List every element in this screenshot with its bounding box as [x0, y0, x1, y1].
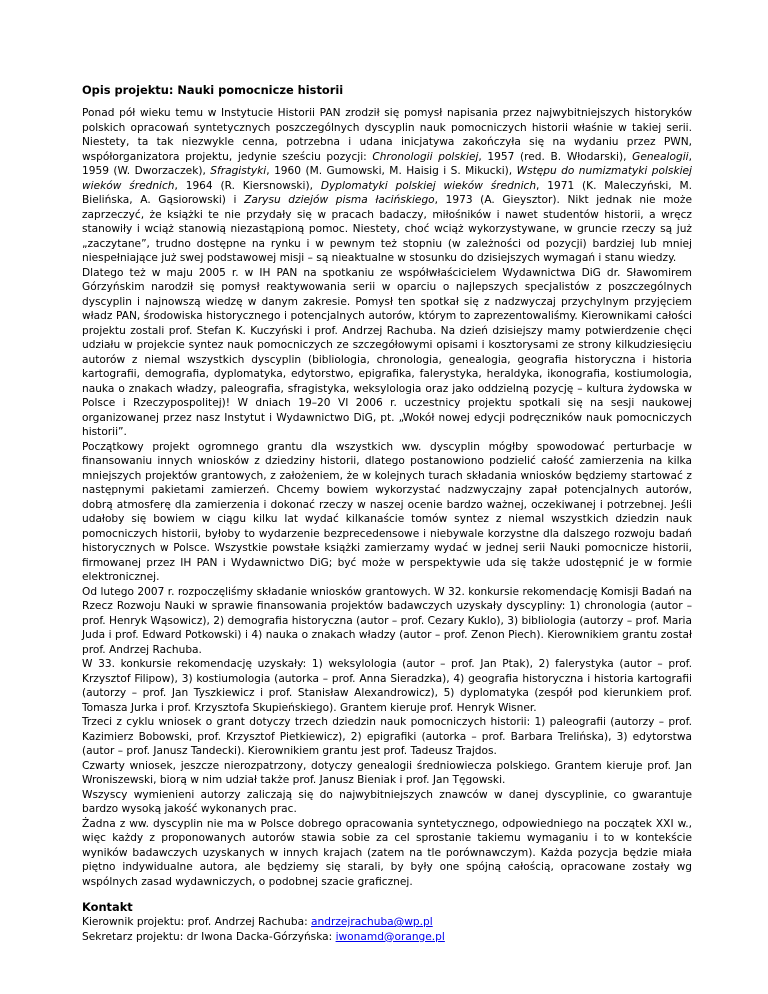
secretary-email-link[interactable]: iwonamd@orange.pl — [335, 930, 445, 943]
paragraph-text: , 1960 (M. Gumowski, M. Haisig i S. Mikucki), — [266, 165, 517, 177]
contact-secretary-label: Sekretarz projektu: dr Iwona Dacka-Górzyńska: — [82, 930, 336, 943]
contact-heading: Kontakt — [82, 900, 133, 914]
paragraph-text: , 1971 (K. Maleczyński, M. Bielińska, A. Gąsiorowski) i — [82, 179, 692, 206]
italic-title: Zarysu dziejów pisma łacińskiego — [244, 194, 435, 206]
paragraph — [82, 715, 692, 759]
paragraph-text: Czwarty wniosek, jeszcze nierozpatrzony, dotyczy genealogii średniowiecza polskiego. Grantem kieruje prof. Jan Wroniszewski, biorą w nim udział także prof. Janusz Bieniak i prof. Jan Tęgowski. — [82, 759, 692, 786]
manager-email-link[interactable]: andrzejrachuba@wp.pl — [311, 916, 433, 928]
document-page — [82, 83, 692, 944]
contact-line-manager — [82, 915, 692, 930]
paragraph — [82, 759, 692, 788]
paragraph-text: Od lutego 2007 r. rozpoczęliśmy składanie wniosków grantowych. W 32. konkursie rekomendację Komisji Badań na Rzecz Rozwoju Nauki w sprawie finansowania projektów badawczych uzyskały dyscypliny: 1) chronologia (autor – prof. Henryk Wąsowicz), 2) demografia historyczna (autor – prof. Cezary Kuklo), 3) bibliologia (autorzy – prof. Maria Juda i prof. Edward Potkowski) i 4) nauka o znakach władzy (autor – prof. Zenon Piech). Kierownikiem grantu został prof. Andrzej Rachuba. — [82, 585, 692, 656]
paragraph-text: , 1957 (red. B. Włodarski), — [478, 150, 633, 163]
paragraph-text: Żadna z ww. dyscyplin nie ma w Polsce dobrego opracowania syntetycznego, odpowiedniego na początek XXI w., więc każdy z proponowanych autorów stawia sobie za cel sprostanie takiemu wymaganiu i to w kontekście wyników badawczych uzyskanych w innych krajach (zatem na tle porównawczym). Każda pozycja będzie miała piętno indywidualne autora, ale będziemy się starali, by były one spójną całością, opracowane zostały wg wspólnych zasad wydawniczych, o podobnej szacie graficznej. — [82, 817, 692, 888]
paragraph-text: Wszyscy wymienieni autorzy zaliczają się do najwybitniejszych znawców w danej dyscyplinie, co gwarantuje bardzo wysoką jakość wykonanych prac. — [82, 788, 692, 815]
paragraph — [82, 817, 692, 890]
paragraph — [82, 440, 692, 585]
contact-line-secretary — [82, 930, 692, 945]
paragraph — [82, 106, 692, 266]
project-description — [82, 106, 692, 889]
paragraph-text: Początkowy projekt ogromnego grantu dla wszystkich ww. dyscyplin mógłby spowodować perturbacje w finansowaniu innych wniosków z dziedziny historii, dlatego postanowiono podzielić całość zamierzenia na kilka mniejszych projektów grantowych, z założeniem, że w kolejnych turach składania wniosków będziemy startować z następnymi pakietami zamierzeń. Chcemy bowiem wykorzystać nadzwyczajny zapał potencjalnych autorów, dobrą atmosferę dla zamierzenia i dokonać rzeczy w naszej ocenie bardzo ważnej, oczekiwanej i potrzebnej. Jeśli udałoby się bowiem w ciągu kilku lat wydać kilkanaście tomów syntez z niemal wszystkich dziedzin nauk pomocniczych historii, byłoby to wydarzenie bezprecedensowe i niebywale korzystne dla dalszego rozwoju badań historycznych w Polsce. Wszystkie powstałe książki zamierzamy wydać w jednej serii Nauki pomocnicze historii, firmowanej przez IH PAN i Wydawnictwo DiG; być może w perspektywie uda się także udostępnić je w formie elektronicznej. — [82, 440, 692, 583]
paragraph-text: Trzeci z cyklu wniosek o grant dotyczy trzech dziedzin nauk pomocniczych historii: 1) paleografii (autorzy – prof. Kazimierz Bobowski, prof. Krzysztof Pietkiewicz), 2) epigrafiki (autorka – prof. Barbara Trelińska), 3) edytorstwa (autor – prof. Janusz Tandecki). Kierownikiem grantu jest prof. Tadeusz Trajdos. — [82, 716, 692, 757]
paragraph-text: , 1973 (A. Gieysztor). Nikt jednak nie może zaprzeczyć, że książki te nie przydały się w pracach badaczy, miłośników i nawet studentów historii, a wręcz stanowiły i wciąż stanowią niezastąpioną pomoc. Niestety, choć wciąż wykorzystywane, w gruncie rzeczy są już „zaczytane”, trudno dostępne na rynku i w pewnym też stopniu (w zależności od pozycji) bardziej lub mniej niespełniające już swej podstawowej misji – są nieaktualne w stosunku do dzisiejszych wymagań i stanu wiedzy. — [82, 194, 692, 264]
contact-manager-label: Kierownik projektu: prof. Andrzej Rachuba: — [82, 916, 312, 928]
paragraph-text: , 1959 (W. Dworzaczek), — [82, 150, 692, 177]
paragraph — [82, 788, 692, 817]
italic-title: Dyplomatyki polskiej wieków średnich — [320, 179, 537, 192]
paragraph — [82, 657, 692, 715]
italic-title: Wstępu do numizmatyki polskiej wieków średnich — [82, 165, 692, 192]
italic-title: Sfragistyki — [210, 165, 267, 177]
paragraph — [82, 266, 692, 440]
paragraph — [82, 585, 692, 658]
paragraph-text: Dlatego też w maju 2005 r. w IH PAN na spotkaniu ze współwłaścicielem Wydawnictwa DiG dr. Sławomirem Górzyńskim narodził się pomysł reaktywowania serii w oparciu o najlepszych specjalistów z poszczególnych dyscyplin i najnowszą wiedzę w danym zakresie. Pomysł ten spotkał się z nadzwyczaj przychylnym przyjęciem władz PAN, środowiska historycznego i potencjalnych autorów, którym to zaprezentowaliśmy. Kierownikami całości projektu zostali prof. Stefan K. Kuczyński i prof. Andrzej Rachuba. Na dzień dzisiejszy mamy potwierdzenie chęci udziału w projekcie syntez nauk pomocniczych ze szczegółowymi opisami i kosztorysami ze strony kilkudziesięciu autorów z niemal wszystkich dyscyplin (bibliologia, chronologia, genealogia, geografia historyczna i historia kartografii, demografia, dyplomatyka, edytorstwo, epigrafika, falerystyka, heraldyka, ikonografia, kostiumologia, nauka o znakach władzy, paleografia, sfragistyka, weksylologia oraz jako oddzielną pozycję – kultura żydowska w Polsce i Rzeczypospolitej)! W dniach 19–20 VI 2006 r. uczestnicy projektu spotkali się na sesji naukowej organizowanej przez nasz Instytut i Wydawnictwo DiG, pt. „Wokół nowej edycji podręczników nauk pomocniczych historii”. — [82, 266, 692, 438]
paragraph-text: W 33. konkursie rekomendację uzyskały: 1) weksylologia (autor – prof. Jan Ptak), 2) falerystyka (autor – prof. Krzysztof Filipow), 3) kostiumologia (autorka – prof. Anna Sieradzka), 4) geografia historyczna i historia kartografii (autorzy – prof. Jan Tyszkiewicz i prof. Stanisław Alexandrowicz), 5) dyplomatyka (zespół pod kierunkiem prof. Tomasza Jurka i prof. Krzysztofa Skupieńskiego). Grantem kieruje prof. Henryk Wisner. — [82, 658, 692, 714]
italic-title: Genealogii — [632, 150, 689, 163]
page-title: Opis projektu: Nauki pomocnicze historii — [82, 83, 344, 97]
paragraph-text: Ponad pół wieku temu w Instytucie Historii PAN zrodził się pomysł napisania przez najwybitniejszych historyków polskich opracowań syntetycznych poszczególnych dyscyplin nauk pomocniczych historii właśnie w takiej serii. Niestety, ta tak niezwykle cenna, potrzebna i udana inicjatywa zakończyła się na wydaniu przez PWN, współorganizatora projektu, jedynie sześciu pozycji: — [82, 107, 692, 163]
paragraph-text: , 1964 (R. Kiersnowski), — [174, 179, 321, 192]
italic-title: Chronologii polskiej — [372, 150, 479, 163]
